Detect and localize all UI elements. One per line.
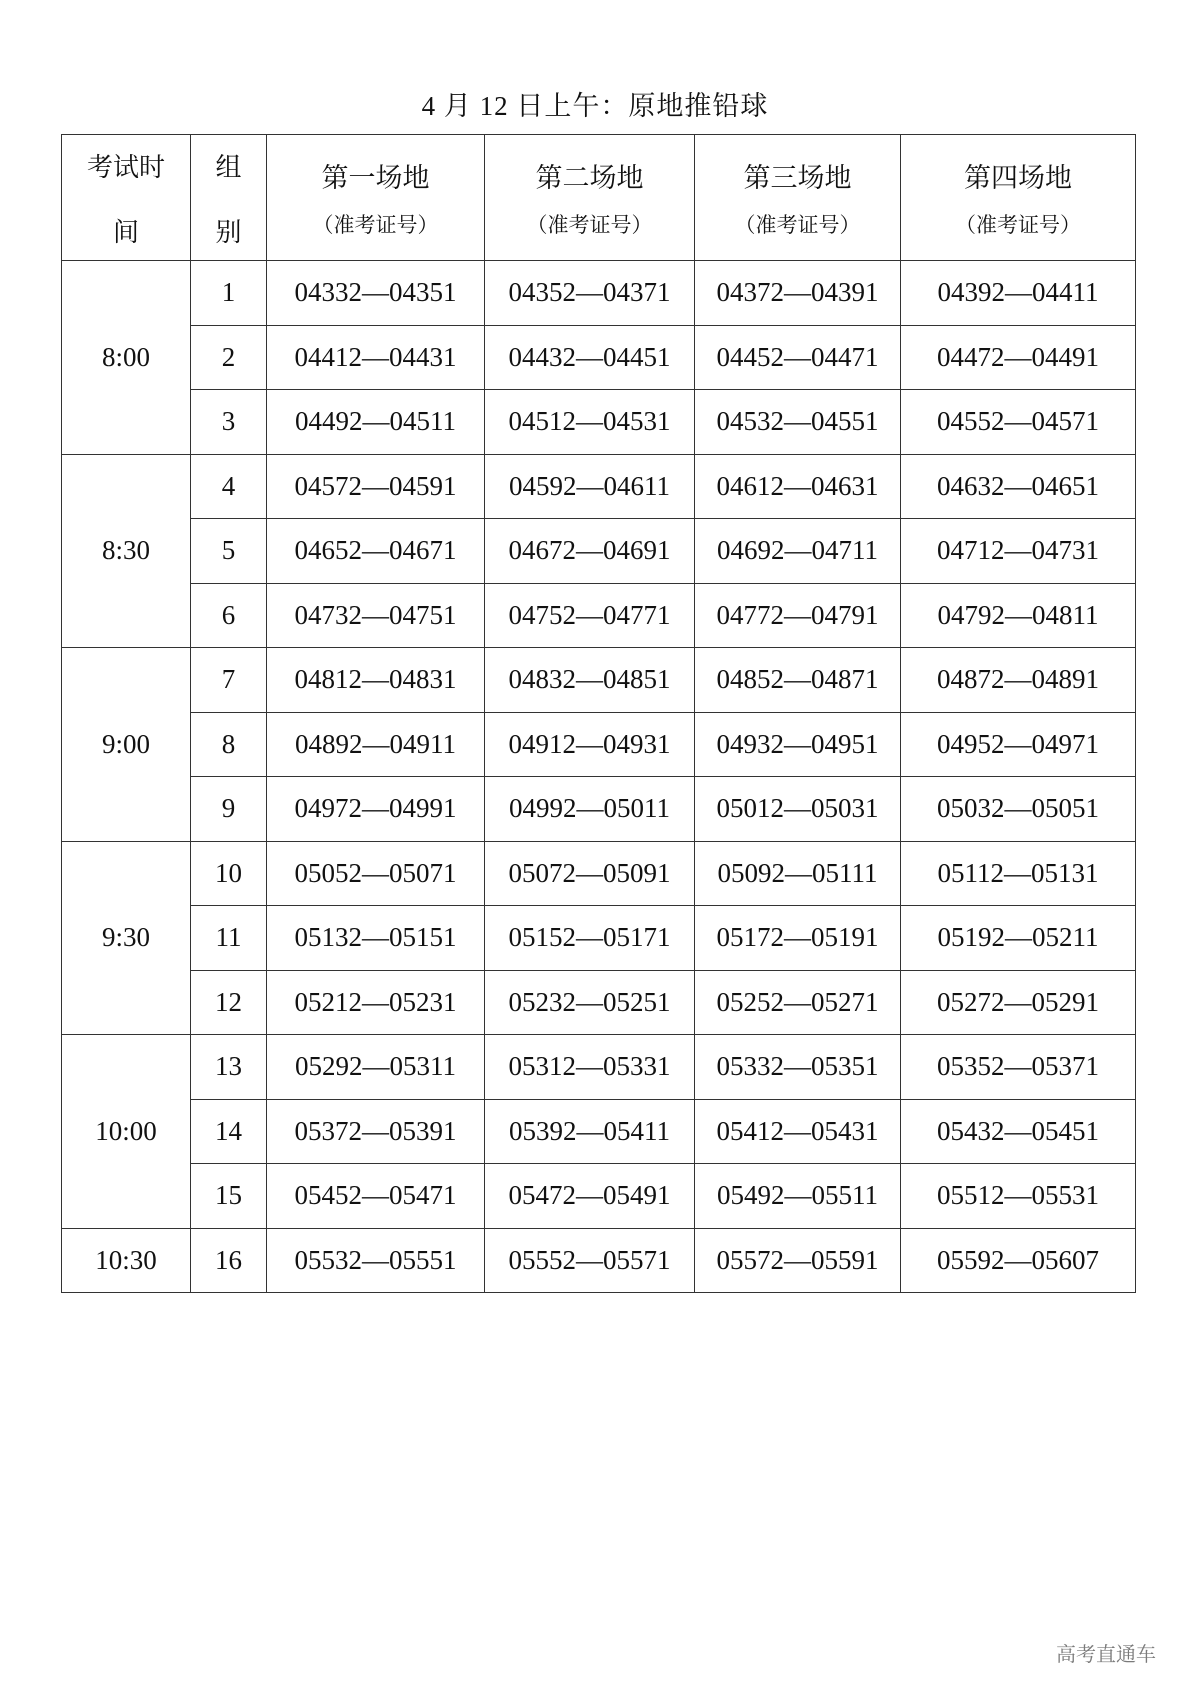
venue-subtitle: （准考证号） (734, 213, 861, 237)
venue-2-id-range: 04432—04451 (485, 325, 695, 390)
venue-name: 第四场地 (964, 163, 1072, 193)
venue-1-id-range: 04652—04671 (267, 519, 485, 584)
watermark: 高考直通车 (1056, 1642, 1156, 1666)
table-row (62, 261, 1136, 326)
venue-3-id-range: 04772—04791 (695, 583, 901, 648)
schedule-body (62, 261, 1136, 1293)
venue-1-id-range: 04332—04351 (267, 261, 485, 326)
venue-4-id-range: 04552—04571 (901, 390, 1136, 455)
table-row (62, 777, 1136, 842)
venue-2-id-range: 05472—05491 (485, 1164, 695, 1229)
venue-1-id-range: 04892—04911 (267, 712, 485, 777)
venue-2-id-range: 05552—05571 (485, 1228, 695, 1293)
table-row (62, 906, 1136, 971)
venue-3-id-range: 04932—04951 (695, 712, 901, 777)
venue-1-id-range: 04732—04751 (267, 583, 485, 648)
group-cell: 13 (191, 1035, 267, 1100)
header-exam-time-line2: 间 (112, 217, 139, 247)
venue-3-id-range: 05332—05351 (695, 1035, 901, 1100)
header-group (191, 135, 267, 261)
group-cell: 5 (191, 519, 267, 584)
group-cell: 7 (191, 648, 267, 713)
venue-3-id-range: 05492—05511 (695, 1164, 901, 1229)
venue-name: 第三场地 (743, 163, 852, 193)
venue-4-id-range: 04712—04731 (901, 519, 1136, 584)
venue-1-id-range: 04572—04591 (267, 454, 485, 519)
group-cell: 12 (191, 970, 267, 1035)
venue-3-id-range: 05252—05271 (695, 970, 901, 1035)
venue-4-id-range: 04872—04891 (901, 648, 1136, 713)
exam-schedule-table (61, 134, 1136, 1293)
venue-3-id-range: 04452—04471 (695, 325, 901, 390)
venue-1-id-range: 05532—05551 (267, 1228, 485, 1293)
venue-1-id-range: 05132—05151 (267, 906, 485, 971)
table-row (62, 390, 1136, 455)
header-venue-2 (485, 135, 695, 261)
group-cell: 9 (191, 777, 267, 842)
venue-3-id-range: 05012—05031 (695, 777, 901, 842)
venue-4-id-range: 05432—05451 (901, 1099, 1136, 1164)
venue-2-id-range: 05152—05171 (485, 906, 695, 971)
exam-time-cell: 10:00 (62, 1035, 191, 1229)
table-row (62, 1164, 1136, 1229)
table-row (62, 648, 1136, 713)
venue-2-id-range: 05072—05091 (485, 841, 695, 906)
venue-subtitle: （准考证号） (955, 213, 1081, 237)
venue-3-id-range: 05172—05191 (695, 906, 901, 971)
venue-1-id-range: 04812—04831 (267, 648, 485, 713)
header-exam-time (62, 135, 191, 261)
venue-2-id-range: 04592—04611 (485, 454, 695, 519)
table-row (62, 583, 1136, 648)
venue-2-id-range: 04912—04931 (485, 712, 695, 777)
venue-4-id-range: 04392—04411 (901, 261, 1136, 326)
exam-time-cell: 10:30 (62, 1228, 191, 1293)
venue-4-id-range: 04952—04971 (901, 712, 1136, 777)
group-cell: 11 (191, 906, 267, 971)
venue-1-id-range: 05052—05071 (267, 841, 485, 906)
venue-1-id-range: 04412—04431 (267, 325, 485, 390)
venue-4-id-range: 05112—05131 (901, 841, 1136, 906)
header-venue-3 (695, 135, 901, 261)
venue-2-id-range: 04832—04851 (485, 648, 695, 713)
venue-2-id-range: 05232—05251 (485, 970, 695, 1035)
venue-3-id-range: 04372—04391 (695, 261, 901, 326)
venue-2-id-range: 05312—05331 (485, 1035, 695, 1100)
venue-4-id-range: 04472—04491 (901, 325, 1136, 390)
exam-time-cell: 9:00 (62, 648, 191, 842)
exam-time-cell: 8:30 (62, 454, 191, 648)
table-row (62, 712, 1136, 777)
table-row (62, 841, 1136, 906)
header-exam-time-line1: 考试时 (86, 152, 165, 182)
venue-4-id-range: 05512—05531 (901, 1164, 1136, 1229)
table-row (62, 1035, 1136, 1100)
venue-1-id-range: 05292—05311 (267, 1035, 485, 1100)
venue-2-id-range: 04512—04531 (485, 390, 695, 455)
venue-3-id-range: 04852—04871 (695, 648, 901, 713)
group-cell: 14 (191, 1099, 267, 1164)
header-venue-4 (901, 135, 1136, 261)
table-row (62, 325, 1136, 390)
venue-name: 第一场地 (321, 163, 430, 193)
header-venue-1 (267, 135, 485, 261)
venue-3-id-range: 05412—05431 (695, 1099, 901, 1164)
venue-3-id-range: 05092—05111 (695, 841, 901, 906)
exam-time-cell: 9:30 (62, 841, 191, 1035)
page-title: 4 月 12 日上午：原地推铅球 (421, 91, 769, 121)
table-row (62, 970, 1136, 1035)
venue-1-id-range: 05212—05231 (267, 970, 485, 1035)
venue-3-id-range: 04532—04551 (695, 390, 901, 455)
group-cell: 8 (191, 712, 267, 777)
group-cell: 10 (191, 841, 267, 906)
venue-1-id-range: 05452—05471 (267, 1164, 485, 1229)
venue-2-id-range: 05392—05411 (485, 1099, 695, 1164)
table-row (62, 1099, 1136, 1164)
venue-1-id-range: 05372—05391 (267, 1099, 485, 1164)
venue-2-id-range: 04992—05011 (485, 777, 695, 842)
group-cell: 15 (191, 1164, 267, 1229)
header-row (62, 135, 1136, 261)
venue-4-id-range: 05272—05291 (901, 970, 1136, 1035)
exam-time-cell: 8:00 (62, 261, 191, 455)
venue-2-id-range: 04352—04371 (485, 261, 695, 326)
group-cell: 1 (191, 261, 267, 326)
header-group-line1: 组 (215, 152, 242, 182)
venue-name: 第二场地 (535, 163, 644, 193)
venue-4-id-range: 04632—04651 (901, 454, 1136, 519)
venue-3-id-range: 05572—05591 (695, 1228, 901, 1293)
header-group-line2: 别 (215, 217, 242, 247)
venue-4-id-range: 05592—05607 (901, 1228, 1136, 1293)
venue-4-id-range: 05192—05211 (901, 906, 1136, 971)
group-cell: 6 (191, 583, 267, 648)
venue-subtitle: （准考证号） (526, 213, 653, 237)
group-cell: 2 (191, 325, 267, 390)
venue-4-id-range: 04792—04811 (901, 583, 1136, 648)
venue-3-id-range: 04692—04711 (695, 519, 901, 584)
venue-4-id-range: 05352—05371 (901, 1035, 1136, 1100)
group-cell: 4 (191, 454, 267, 519)
venue-2-id-range: 04672—04691 (485, 519, 695, 584)
table-row (62, 519, 1136, 584)
table-row (62, 454, 1136, 519)
group-cell: 16 (191, 1228, 267, 1293)
group-cell: 3 (191, 390, 267, 455)
venue-1-id-range: 04492—04511 (267, 390, 485, 455)
venue-4-id-range: 05032—05051 (901, 777, 1136, 842)
table-row (62, 1228, 1136, 1293)
venue-1-id-range: 04972—04991 (267, 777, 485, 842)
venue-2-id-range: 04752—04771 (485, 583, 695, 648)
venue-subtitle: （准考证号） (312, 213, 439, 237)
venue-3-id-range: 04612—04631 (695, 454, 901, 519)
